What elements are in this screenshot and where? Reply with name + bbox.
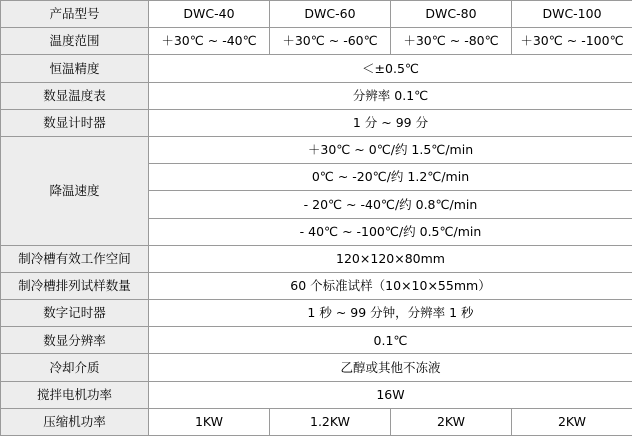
compressor-power-row (1, 408, 632, 435)
row-label: 数显计时器 (1, 109, 149, 136)
cell-value: 60 个标准试样（10×10×55mm） (149, 272, 632, 299)
temperature-range-row (1, 28, 632, 55)
row-label: 搅拌电机功率 (1, 381, 149, 408)
cell-value: ＋30℃ ~ -60℃ (270, 28, 391, 55)
row-label: 产品型号 (1, 1, 149, 28)
cell-value: 分辨率 0.1℃ (149, 82, 632, 109)
cell-value: 1 秒 ~ 99 分钟，分辨率 1 秒 (149, 300, 632, 327)
cell-value: DWC-80 (391, 1, 512, 28)
cell-value: - 20℃ ~ -40℃/约 0.8℃/min (149, 191, 632, 218)
row-label: 压缩机功率 (1, 408, 149, 435)
model-row (1, 1, 632, 28)
row-label: 制冷槽排列试样数量 (1, 272, 149, 299)
cell-value: 1.2KW (270, 408, 391, 435)
row-label: 制冷槽有效工作空间 (1, 245, 149, 272)
row-label: 数显温度表 (1, 82, 149, 109)
stirring-motor-power-row (1, 381, 632, 408)
cell-value: 0.1℃ (149, 327, 632, 354)
cell-value: 1KW (149, 408, 270, 435)
specimen-quantity-row (1, 272, 632, 299)
cell-value: 1 分 ~ 99 分 (149, 109, 632, 136)
specification-table-body (1, 1, 632, 436)
digital-recording-timer-row (1, 300, 632, 327)
digital-resolution-row (1, 327, 632, 354)
cooling-medium-row (1, 354, 632, 381)
cell-value: ＋30℃ ~ 0℃/约 1.5℃/min (149, 136, 632, 163)
row-label: 温度范围 (1, 28, 149, 55)
cell-value: 2KW (391, 408, 512, 435)
row-label: 降温速度 (1, 136, 149, 245)
cell-value: ＋30℃ ~ -40℃ (149, 28, 270, 55)
cell-value: 2KW (512, 408, 632, 435)
cell-value: ＋30℃ ~ -100℃ (512, 28, 632, 55)
cell-value: 乙醇或其他不冻液 (149, 354, 632, 381)
effective-working-space-row (1, 245, 632, 272)
cell-value: 120×120×80mm (149, 245, 632, 272)
cell-value: ＜±0.5℃ (149, 55, 632, 82)
cooling-rate-row-1 (1, 136, 632, 163)
row-label: 数显分辨率 (1, 327, 149, 354)
cell-value: - 40℃ ~ -100℃/约 0.5℃/min (149, 218, 632, 245)
cell-value: DWC-60 (270, 1, 391, 28)
constant-temperature-accuracy-row (1, 55, 632, 82)
cell-value: 0℃ ~ -20℃/约 1.2℃/min (149, 164, 632, 191)
cell-value: ＋30℃ ~ -80℃ (391, 28, 512, 55)
digital-thermometer-row (1, 82, 632, 109)
digital-timer-row (1, 109, 632, 136)
row-label: 冷却介质 (1, 354, 149, 381)
cell-value: 16W (149, 381, 632, 408)
row-label: 恒温精度 (1, 55, 149, 82)
cell-value: DWC-40 (149, 1, 270, 28)
cell-value: DWC-100 (512, 1, 632, 28)
row-label: 数字记时器 (1, 300, 149, 327)
